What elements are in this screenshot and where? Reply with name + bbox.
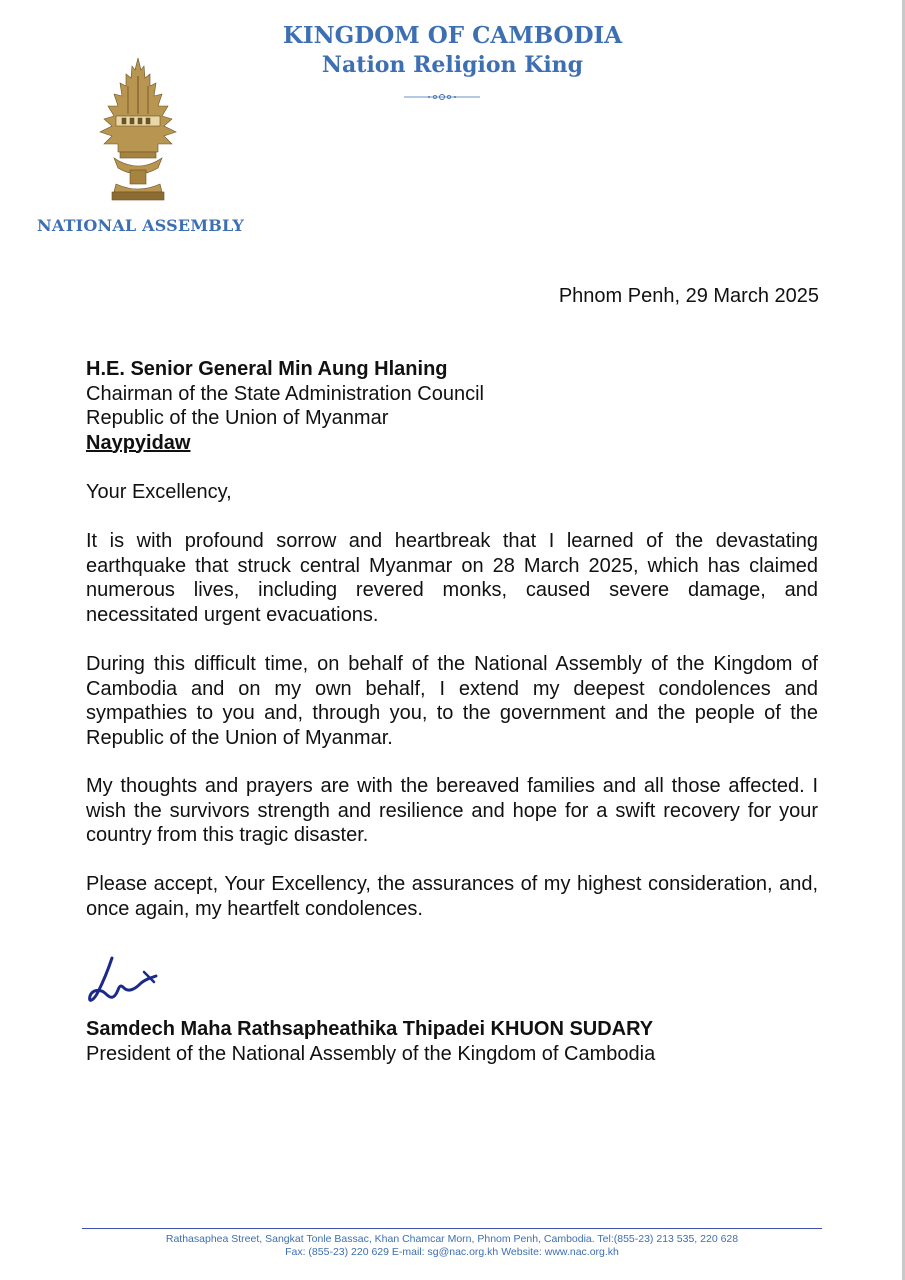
- paragraph-1: It is with profound sorrow and heartbreak that I learned of the devastating earthquake that struck central Myanmar on 28 March 2025, which has claimed numerous lives, including revered monks, caused severe damage, and necessitated urgent evacuations.: [86, 530, 818, 626]
- paragraph-3: My thoughts and prayers are with the bereaved families and all those affected. I wish the survivors strength and resilience and hope for a swift recovery for your country from this tragic disaster.: [86, 775, 818, 846]
- recipient-title: Chairman of the State Administration Council: [86, 382, 484, 405]
- place-date: Phnom Penh, 29 March 2025: [558, 285, 819, 307]
- paragraph-2: During this difficult time, on behalf of the National Assembly of the Kingdom of Cambodia and on my own behalf, I extend my deepest condolences and sympathies to you and, through you, to the government and the people of the Republic of the Union of Myanmar.: [86, 653, 818, 749]
- institution-name: NATIONAL ASSEMBLY: [37, 216, 245, 235]
- footer-address: Rathasaphea Street, Sangkat Tonle Bassac, Khan Chamcar Morn, Phnom Penh, Cambodia. Tel:(855-23) 213 535, 220 628: [165, 1233, 739, 1245]
- recipient-city: Naypyidaw: [86, 431, 191, 454]
- recipient-name: H.E. Senior General Min Aung Hlaning: [86, 358, 448, 380]
- cambodian-royal-emblem-icon: [92, 56, 184, 206]
- recipient-country: Republic of the Union of Myanmar: [86, 407, 389, 429]
- signer-name: Samdech Maha Rathsapheathika Thipadei KHUON SUDARY: [86, 1018, 654, 1040]
- letterhead-kingdom: KINGDOM OF CAMBODIA: [282, 22, 623, 49]
- footer-contact: Fax: (855-23) 220 629 E-mail: sg@nac.org.kh Website: www.nac.org.kh: [285, 1246, 619, 1258]
- salutation: Your Excellency,: [86, 481, 232, 503]
- handwritten-signature-icon: [84, 950, 166, 1012]
- signer-position: President of the National Assembly of the Kingdom of Cambodia: [86, 1042, 656, 1065]
- ornament-divider-icon: [402, 91, 482, 103]
- recipient-block: [86, 357, 484, 455]
- letterhead-motto: Nation Religion King: [321, 52, 584, 78]
- footer-divider: [82, 1228, 822, 1229]
- paragraph-4: Please accept, Your Excellency, the assurances of my highest consideration, and, once again, my heartfelt condolences.: [86, 873, 818, 920]
- signer-block: [86, 1017, 655, 1066]
